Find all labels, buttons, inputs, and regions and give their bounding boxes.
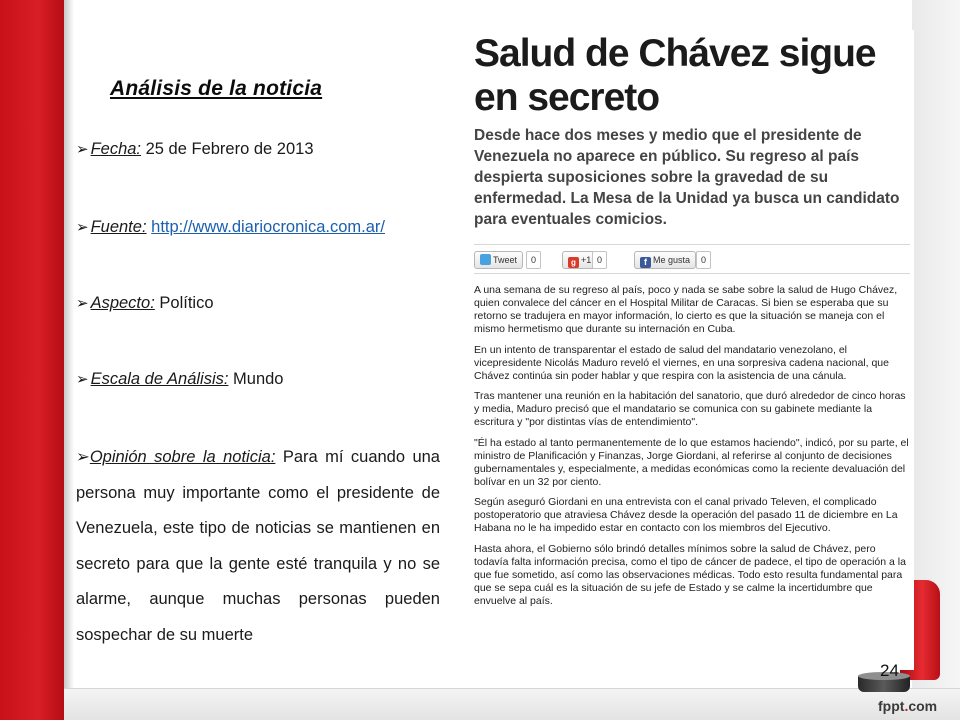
bullet-value: Mundo — [228, 370, 284, 388]
facebook-icon: f — [640, 257, 651, 268]
arrow-bullet-icon: ➢ — [76, 448, 90, 466]
google-plus-icon: g — [568, 257, 579, 268]
source-link[interactable]: http://www.diariocronica.com.ar/ — [151, 218, 385, 236]
bullet-label: Aspecto: — [90, 294, 155, 312]
bottom-band — [64, 688, 960, 720]
article-lead: Desde hace dos meses y medio que el presidente de Venezuela no aparece en público. Su regreso al país despierta suposiciones sobre la gravedad de su enfermedad. La Mesa de la Unidad ya busca un candidato para eventuales comicios. — [474, 127, 900, 228]
article-body — [474, 284, 910, 616]
tweet-button[interactable] — [474, 251, 523, 269]
gplus-count: 0 — [592, 251, 607, 269]
bullet-opinion — [76, 440, 440, 654]
bullet-label: Fecha: — [90, 140, 142, 158]
bullet-label: Escala de Análisis: — [90, 370, 229, 388]
tweet-label: Tweet — [493, 255, 518, 265]
article-paragraph: Tras mantener una reunión en la habitación del sanatorio, que duró alrededor de cinco horas y media, Maduro precisó que el mandatario se comunica con su gabinete mediante la escritura y "por distintas vías de entendimiento". — [474, 390, 906, 429]
article-paragraph: Hasta ahora, el Gobierno sólo brindó detalles mínimos sobre la salud de Chávez, pero todavía falta información precisa, como el tipo de cáncer de padece, el tipo de operación a la que fue sometido, así como las observaciones médicas. Todo esto resulta fundamental para que se sepa cuál es la situación de su jefe de Estado y se calme la incertidumbre que envuelve al país. — [474, 542, 906, 607]
arrow-bullet-icon: ➢ — [76, 141, 89, 158]
bullet-aspecto — [76, 294, 440, 313]
left-red-bar — [0, 0, 64, 720]
article-paragraph: En un intento de transparentar el estado de salud del mandatario venezolano, el vicepresidente Nicolás Maduro reveló el viernes, en una sorpresiva cadena nacional, que Chávez continúa sin poder hablar y que respira con la asistencia de una cánula. — [474, 343, 889, 382]
arrow-bullet-icon: ➢ — [76, 371, 89, 388]
social-share-bar — [474, 244, 910, 274]
page-number: 24 — [880, 661, 899, 680]
bullet-value: Político — [154, 294, 214, 312]
arrow-bullet-icon: ➢ — [76, 295, 89, 312]
bullet-label: Fuente: — [90, 218, 147, 236]
bullet-label: Opinión sobre la noticia: — [89, 448, 276, 466]
facebook-count: 0 — [696, 251, 711, 269]
tweet-count: 0 — [526, 251, 541, 269]
article-paragraph: Según aseguró Giordani en una entrevista con el canal privado Televen, el complicado postoperatorio que atraviesa Chávez desde la operación del pasado 11 de diciembre en La Habana no le ha impedido estar en contacto con los miembros del Ejecutivo. — [474, 496, 898, 535]
article-paragraph: A una semana de su regreso al país, poco y nada se sabe sobre la salud de Hugo Chávez, quien convalece del cáncer en el Hospital Militar de Caracas. Si bien se esperaba que su retorno se tradujera en mayor información, lo cierto es que la situación se maneja con el mismo hermetismo que durante su internación en Cuba. — [474, 284, 898, 335]
news-article-image — [470, 30, 914, 670]
brand-logo — [878, 698, 937, 714]
bullet-value: 25 de Febrero de 2013 — [141, 140, 314, 158]
brand-main: fppt — [878, 698, 905, 714]
brand-suffix: com — [908, 698, 938, 714]
gplus-label: +1 — [581, 255, 592, 265]
article-paragraph: "Él ha estado al tanto permanentemente de lo que estamos haciendo", indicó, por su parte, el ministro de Planificación y Finanzas, Jorge Giordani, al referirse al conjunto de decisiones gubernamentales y, especialmente, a medidas económicas como la reciente devaluación del bolívar en un 32 por ciento. — [474, 436, 909, 488]
bullet-fuente — [76, 218, 440, 237]
article-title: Salud de Chávez sigue en secreto — [474, 32, 876, 119]
bullet-escala — [76, 370, 440, 389]
twitter-icon — [480, 254, 491, 265]
bullet-value: Para mí cuando una persona muy importante como el presidente de Venezuela, este tipo de noticias se mantienen en secreto para que la gente esté tranquila y no se alarme, aunque muchas personas pueden sospechar de su muerte — [76, 448, 440, 644]
slide-heading: Análisis de la noticia — [110, 77, 323, 100]
left-bar-shadow — [64, 0, 74, 720]
brand-dot: . — [904, 698, 909, 714]
facebook-label: Me gusta — [653, 255, 691, 265]
bullet-fecha — [76, 140, 440, 159]
arrow-bullet-icon: ➢ — [76, 219, 89, 236]
facebook-like-button[interactable] — [634, 251, 696, 269]
